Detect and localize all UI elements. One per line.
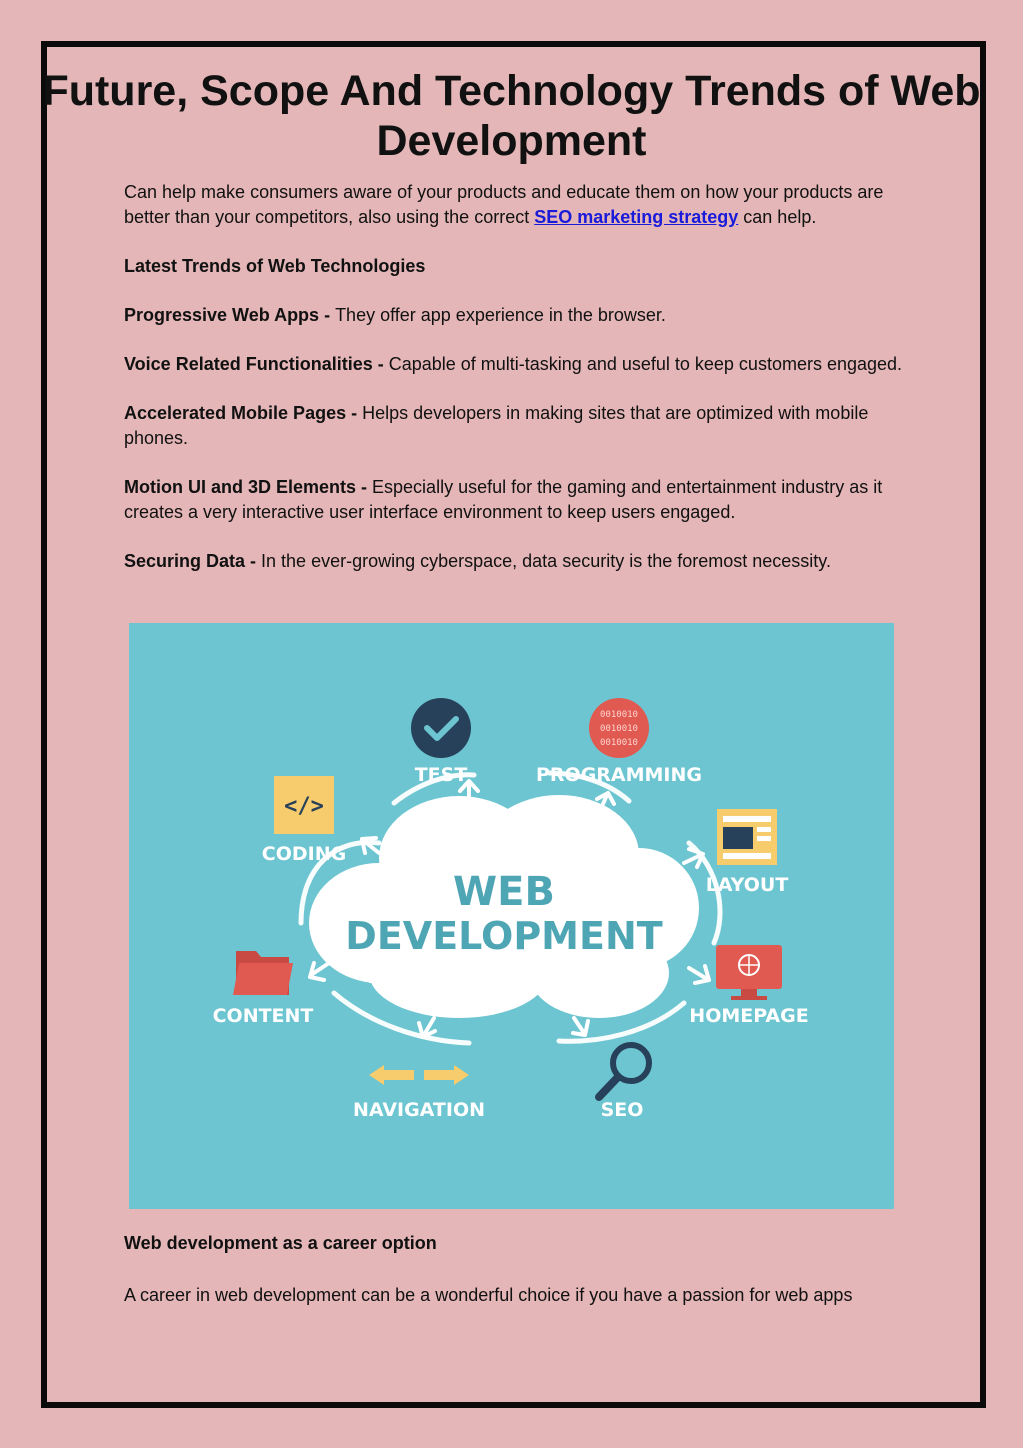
code-glyph: </> bbox=[284, 794, 324, 819]
cloud-title-web: WEB bbox=[453, 869, 555, 915]
trend-item bbox=[124, 401, 909, 451]
web-development-infographic bbox=[129, 623, 894, 1209]
content-item bbox=[213, 951, 314, 1027]
content-label: CONTENT bbox=[212, 1005, 314, 1027]
checkmark-icon bbox=[411, 698, 471, 758]
page-title: Future, Scope And Technology Trends of Web Development bbox=[42, 67, 981, 165]
homepage-item bbox=[689, 945, 808, 1027]
trend-term: Motion UI and 3D Elements - bbox=[124, 477, 373, 497]
layout-item bbox=[706, 809, 789, 896]
infographic-svg bbox=[129, 623, 894, 1209]
trend-desc: Capable of multi-tasking and useful to keep customers engaged. bbox=[388, 354, 903, 374]
seo-label: SEO bbox=[600, 1099, 644, 1121]
navigation-label: NAVIGATION bbox=[353, 1099, 485, 1121]
seo-marketing-strategy-link[interactable]: SEO marketing strategy bbox=[534, 207, 739, 227]
coding-label: CODING bbox=[261, 843, 347, 865]
trend-desc: In the ever-growing cyberspace, data security is the foremost necessity. bbox=[261, 551, 831, 571]
trend-term: Accelerated Mobile Pages - bbox=[124, 403, 363, 423]
seo-item bbox=[599, 1045, 649, 1121]
coding-item bbox=[262, 776, 346, 865]
trend-item bbox=[124, 303, 909, 328]
binary-row: 0010010 bbox=[600, 738, 638, 748]
trend-term: Voice Related Functionalities - bbox=[124, 354, 389, 374]
trends-heading: Latest Trends of Web Technologies bbox=[124, 256, 426, 276]
left-arrow-icon bbox=[369, 1065, 414, 1085]
cloud-title-development: DEVELOPMENT bbox=[345, 914, 663, 958]
test-label: TEST bbox=[414, 764, 468, 786]
programming-item bbox=[536, 698, 702, 786]
trend-term: Progressive Web Apps - bbox=[124, 305, 336, 325]
intro-paragraph bbox=[124, 180, 909, 230]
intro-text-end: can help. bbox=[738, 207, 817, 227]
career-heading: Web development as a career option bbox=[124, 1233, 437, 1253]
trend-item bbox=[124, 549, 909, 574]
trend-item bbox=[124, 352, 909, 377]
homepage-label: HOMEPAGE bbox=[689, 1005, 809, 1027]
layout-label: LAYOUT bbox=[705, 874, 789, 896]
trend-desc: They offer app experience in the browser. bbox=[335, 305, 666, 325]
programming-label: PROGRAMMING bbox=[535, 764, 703, 786]
trend-term: Securing Data - bbox=[124, 551, 262, 571]
career-paragraph: A career in web development can be a wonderful choice if you have a passion for web apps bbox=[124, 1285, 853, 1305]
test-item bbox=[411, 698, 471, 786]
binary-row: 0010010 bbox=[600, 724, 638, 734]
article-body bbox=[124, 180, 909, 574]
right-arrow-icon bbox=[424, 1065, 469, 1085]
intro-text: Can help make consumers aware of your products and educate them on how your products are better than your competitors, also using the correct bbox=[124, 182, 884, 227]
binary-row: 0010010 bbox=[600, 710, 638, 720]
trend-desc: Helps developers in making sites that are optimized with mobile phones. bbox=[124, 403, 869, 448]
trend-desc: Especially useful for the gaming and entertainment industry as it creates a very interactive user interface environment to keep users engaged. bbox=[124, 477, 883, 522]
trend-item bbox=[124, 475, 909, 525]
navigation-item bbox=[353, 1065, 485, 1121]
